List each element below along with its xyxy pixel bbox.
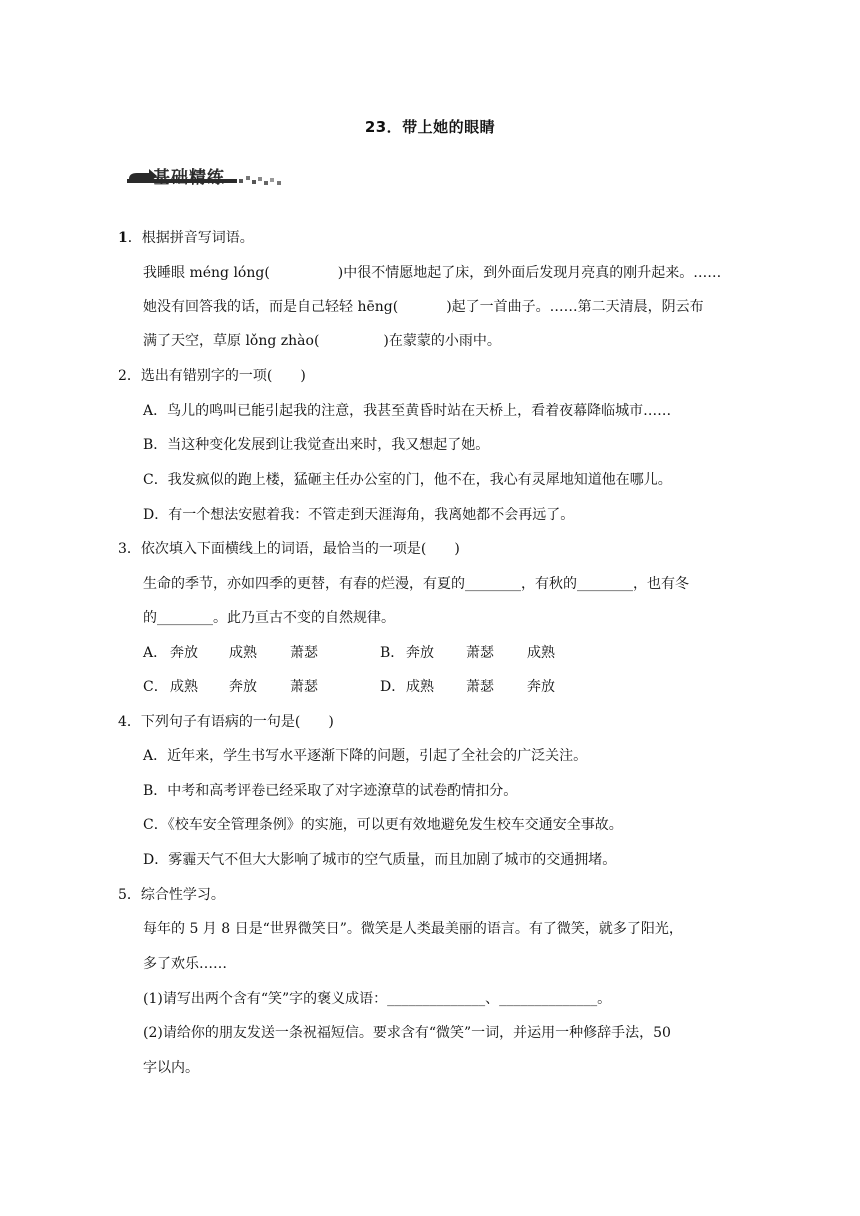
question-3-stem: 3．依次填入下面横线上的词语，最恰当的一项是( ) [118, 541, 460, 557]
question-1-line-3 [143, 331, 501, 351]
question-1-stem [118, 228, 254, 248]
question-5-stem: 5．综合性学习。 [118, 887, 225, 903]
option-label: C． [143, 679, 168, 695]
question-2-option-c[interactable]: C．我发疯似的跑上楼，猛砸主任办公室的门，他不在，我心有灵犀地知道他在哪儿。 [143, 472, 672, 488]
option-word: 萧瑟 [466, 679, 494, 695]
option-word: 成熟 [170, 679, 198, 695]
question-1-line-1 [143, 263, 721, 283]
question-5-sub-2-line-2: 字以内。 [143, 1060, 199, 1076]
q1-line2-end: )起了一首曲子。……第二天清晨，阴云布 [446, 299, 704, 315]
question-4-option-d[interactable]: D．雾霾天气不但大大影响了城市的空气质量，而且加剧了城市的交通拥堵。 [143, 852, 617, 868]
question-5-intro-line-1: 每年的 5 月 8 日是“世界微笑日”。微笑是人类最美丽的语言。有了微笑，就多了阳光， [143, 921, 683, 937]
question-1-text: ．根据拼音写词语。 [127, 230, 254, 246]
question-1-line-2 [143, 297, 704, 317]
q1-line1-end: )中很不情愿地起了床，到外面后发现月亮真的刚升起来。…… [337, 265, 722, 281]
question-2-option-b[interactable]: B．当这种变化发展到让我觉查出来时，我又想起了她。 [143, 437, 490, 453]
option-word: 奔放 [406, 645, 434, 661]
question-3-passage-line-1: 生命的季节，亦如四季的更替，有春的烂漫，有夏的________，有秋的________，也有冬 [143, 576, 689, 592]
question-5-intro-line-2: 多了欢乐…… [143, 956, 227, 972]
option-word: 成熟 [406, 679, 434, 695]
question-4-option-a[interactable]: A．近年来，学生书写水平逐渐下降的问题，引起了全社会的广泛关注。 [143, 748, 588, 764]
option-label: A． [143, 645, 168, 661]
option-word: 萧瑟 [466, 645, 494, 661]
q1-line1-start: 我睡眼 méng lóng( [143, 265, 270, 281]
option-word: 成熟 [229, 645, 257, 661]
banner-label: 基础精练 [153, 168, 225, 188]
question-2-stem: 2．选出有错别字的一项( ) [118, 368, 306, 384]
option-word: 奔放 [229, 679, 257, 695]
option-word: 奔放 [527, 679, 555, 695]
q1-line3-end: )在蒙蒙的小雨中。 [383, 333, 501, 349]
option-label: D． [380, 679, 406, 695]
question-4-option-c[interactable]: C．《校车安全管理条例》的实施，可以更有效地避免发生校车交通安全事故。 [143, 817, 623, 833]
question-2-option-a[interactable]: A．鸟儿的鸣叫已能引起我的注意，我甚至黄昏时站在天桥上，看着夜幕降临城市…… [143, 403, 672, 419]
section-banner [125, 160, 290, 190]
option-word: 奔放 [170, 645, 198, 661]
question-4-option-b[interactable]: B．中考和高考评卷已经采取了对字迹潦草的试卷酌情扣分。 [143, 783, 518, 799]
question-1-number: 1 [118, 230, 128, 246]
option-word: 成熟 [527, 645, 555, 661]
question-2-option-d[interactable]: D．有一个想法安慰着我：不管走到天涯海角，我离她都不会再远了。 [143, 507, 575, 523]
q1-line3-start: 满了天空，草原 lǒng zhào( [143, 333, 320, 349]
page-title: 23．带上她的眼睛 [364, 118, 496, 136]
question-5-sub-2-line-1: (2)请给你的朋友发送一条祝福短信。要求含有“微笑”一词，并运用一种修辞手法，50 [143, 1025, 671, 1041]
q1-line2-start: 她没有回答我的话，而是自己轻轻 hēng( [143, 299, 399, 315]
question-3-passage-line-2: 的________。此乃亘古不变的自然规律。 [143, 610, 395, 626]
question-4-stem: 4．下列句子有语病的一句是( ) [118, 714, 334, 730]
option-label: B． [380, 645, 405, 661]
option-word: 萧瑟 [290, 679, 318, 695]
option-word: 萧瑟 [290, 645, 318, 661]
question-5-sub-1: (1)请写出两个含有“笑”字的褒义成语：______________、______________。 [143, 991, 612, 1007]
